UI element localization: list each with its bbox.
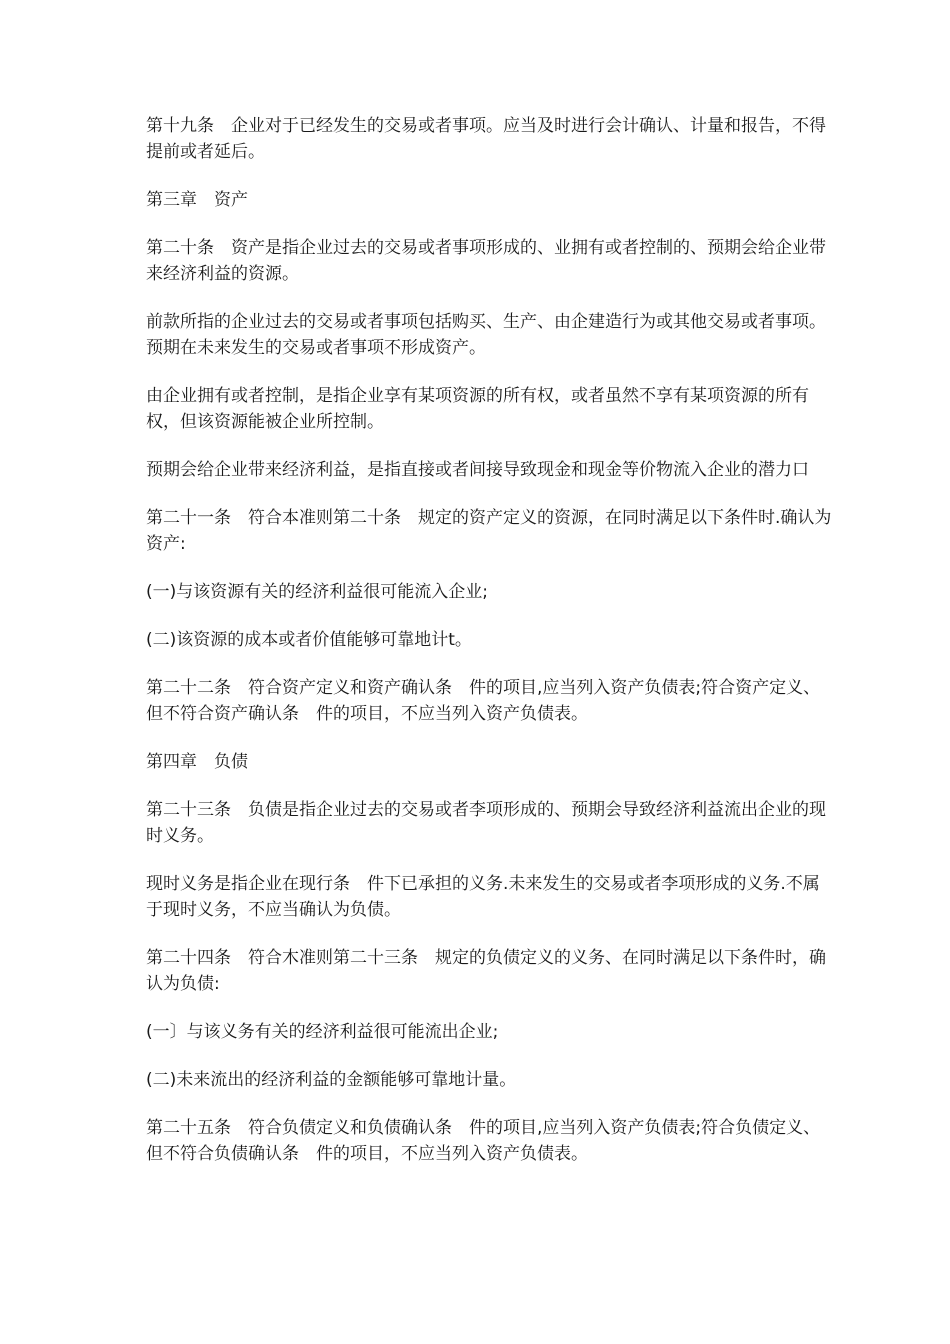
article-21-item-2: (二)该资源的成本或者价值能够可靠地计t。 [146, 630, 472, 650]
article-20-para-3: 由企业拥有或者控制，是指企业享有某项资源的所有权，或者虽然不享有某项资源的所有权，但该资源能被企业所控制。 [146, 386, 809, 432]
chapter-4-heading: 第四章 负债 [146, 752, 248, 772]
article-24: 第二十四条 符合木准则第二十三条 规定的负债定义的义务、在同时满足以下条件时，确认为负债: [146, 948, 826, 994]
document-body [146, 113, 836, 1189]
article-22: 第二十二条 符合资产定义和资产确认条 件的项目,应当列入资产负债表;符合资产定义、但不符合资产确认条 件的项目，不应当列入资产负债表。 [146, 678, 821, 724]
article-20-para-4: 预期会给企业带来经济利益，是指直接或者间接导致现金和现金等价物流入企业的潜力口 [146, 460, 809, 480]
article-20: 第二十条 资产是指企业过去的交易或者事项形成的、业拥有或者控制的、预期会给企业带来经济利益的资源。 [146, 238, 826, 284]
article-19: 第十九条 企业对于已经发生的交易或者事项。应当及时进行会计确认、计量和报告，不得提前或者延后。 [146, 116, 826, 162]
article-21: 第二十一条 符合本准则第二十条 规定的资产定义的资源，在同时满足以下条件时.确认为资产: [146, 508, 832, 554]
article-24-item-1: (一〕与该义务有关的经济利益很可能流出企业; [146, 1022, 499, 1042]
chapter-3-heading: 第三章 资产 [146, 190, 248, 210]
article-21-item-1: (一)与该资源有关的经济利益很可能流入企业; [146, 582, 488, 602]
article-23-para-2: 现时义务是指企业在现行条 件下已承担的义务.未来发生的交易或者李项形成的义务.不属于现时义务，不应当确认为负债。 [146, 874, 820, 920]
article-24-item-2: (二)未来流出的经济利益的金额能够可靠地计量。 [146, 1070, 517, 1090]
article-20-para-2: 前款所指的企业过去的交易或者事项包括购买、生产、由企建造行为或其他交易或者事项。预期在未来发生的交易或者事项不形成资产。 [146, 312, 826, 358]
article-23: 第二十三条 负债是指企业过去的交易或者李项形成的、预期会导致经济利益流出企业的现时义务。 [146, 800, 826, 846]
article-25: 第二十五条 符合负债定义和负债确认条 件的项目,应当列入资产负债表;符合负债定义、但不符合负债确认条 件的项目，不应当列入资产负债表。 [146, 1118, 821, 1164]
